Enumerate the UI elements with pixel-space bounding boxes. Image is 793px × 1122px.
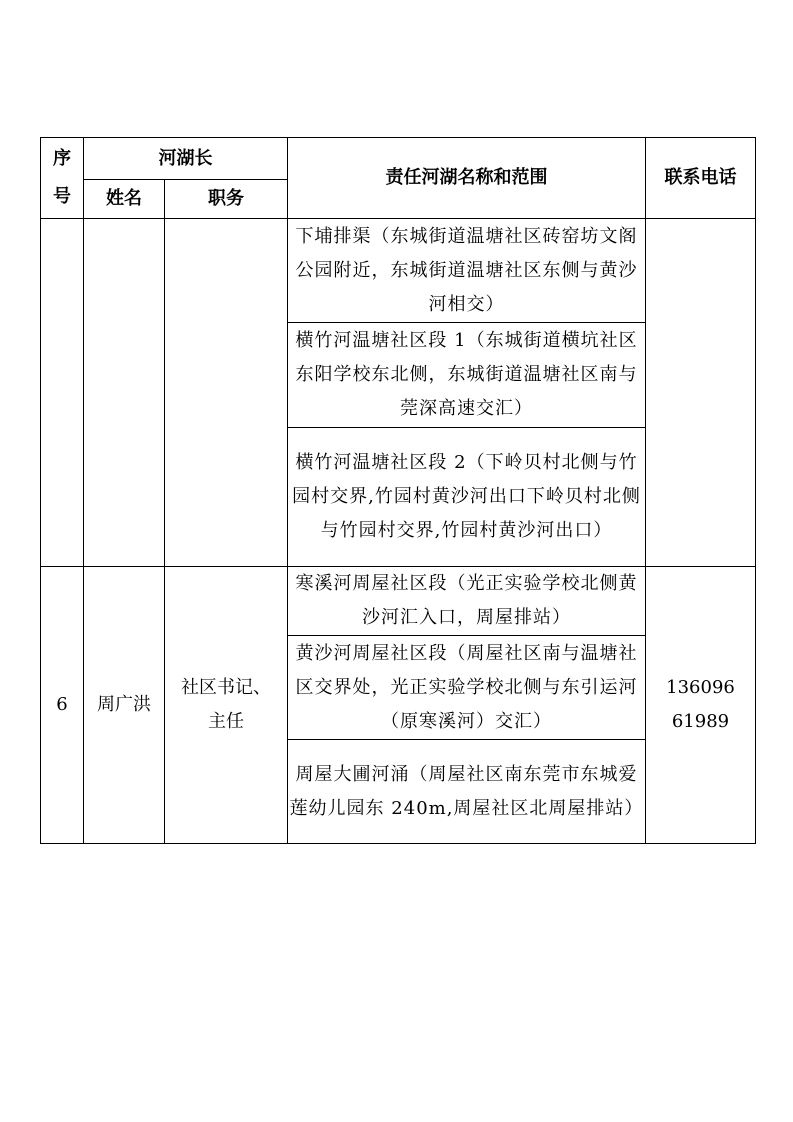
- position-cell-empty: [165, 219, 288, 567]
- scope-cell: 黄沙河周屋社区段（周屋社区南与温塘社区交界处，光正实验学校北侧与东引运河（原寒溪河）交汇）: [288, 636, 646, 740]
- river-chief-table: [40, 137, 756, 844]
- phone-cell-empty: [646, 219, 756, 567]
- scope-cell: 周屋大圃河涌（周屋社区南东莞市东城爱莲幼儿园东 240m,周屋社区北周屋排站）: [288, 740, 646, 844]
- header-name: 姓名: [84, 180, 165, 219]
- scope-cell: 下埔排渠（东城街道温塘社区砖窑坊文阁公园附近，东城街道温塘社区东侧与黄沙河相交）: [288, 219, 646, 323]
- header-position: 职务: [165, 180, 288, 219]
- name-cell: 周广洪: [84, 567, 165, 844]
- scope-cell: 横竹河温塘社区段 2（下岭贝村北侧与竹园村交界,竹园村黄沙河出口下岭贝村北侧与竹园村交界,竹园村黄沙河出口）: [288, 428, 646, 567]
- seq-cell-empty: [41, 219, 84, 567]
- position-cell: 社区书记、主任: [165, 567, 288, 844]
- header-phone: 联系电话: [646, 138, 756, 219]
- header-scope: 责任河湖名称和范围: [288, 138, 646, 219]
- table-row: [41, 219, 756, 323]
- phone-cell: 136096 61989: [646, 567, 756, 844]
- scope-cell: 横竹河温塘社区段 1（东城街道横坑社区东阳学校东北侧，东城街道温塘社区南与莞深高速交汇）: [288, 323, 646, 428]
- header-river-chief: 河湖长: [84, 138, 288, 180]
- scope-cell: 寒溪河周屋社区段（光正实验学校北侧黄沙河汇入口，周屋排站）: [288, 567, 646, 636]
- header-seq: 序 号: [41, 138, 84, 219]
- table-row: [41, 567, 756, 636]
- seq-cell: 6: [41, 567, 84, 844]
- name-cell-empty: [84, 219, 165, 567]
